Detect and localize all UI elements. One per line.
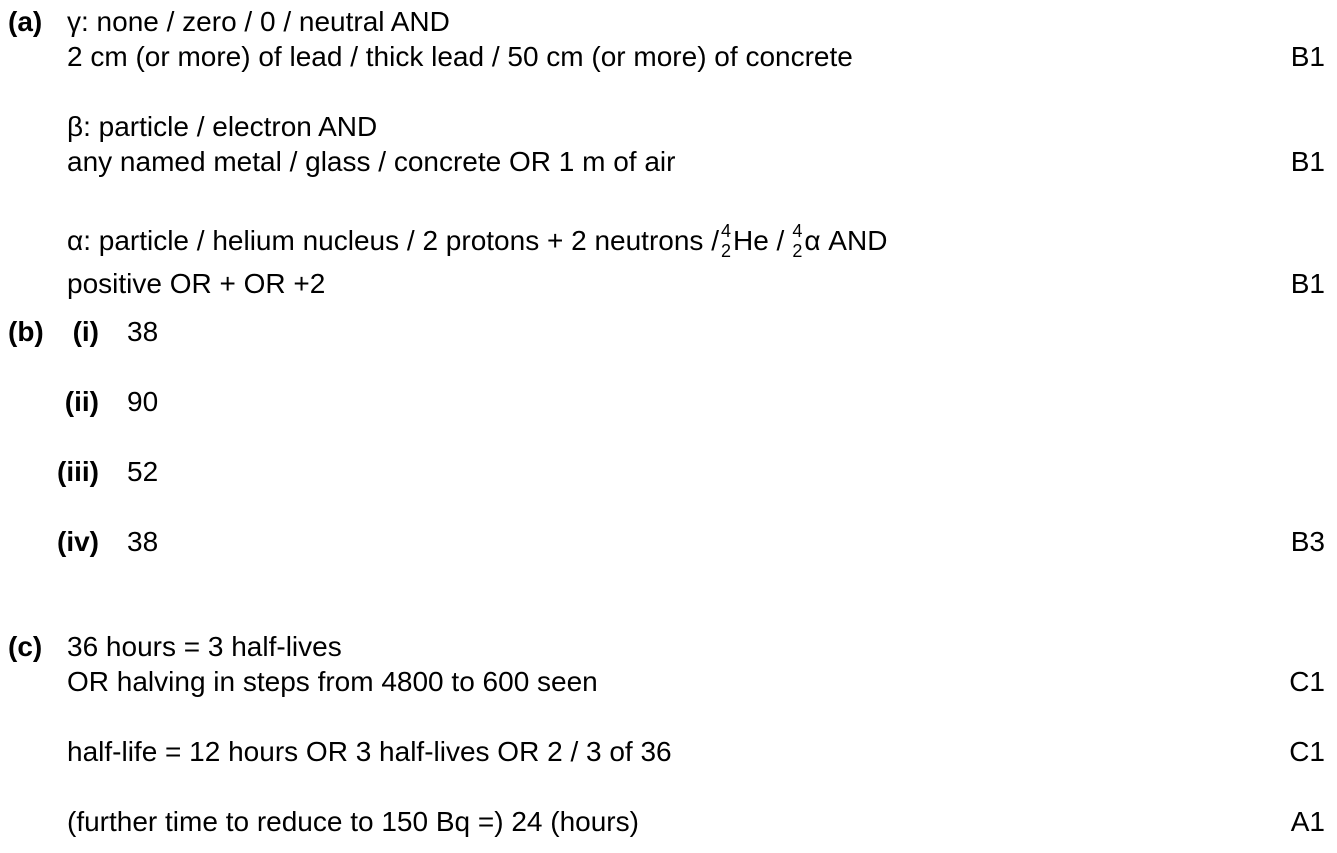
beta-line-2: any named metal / glass / concrete OR 1 m of air <box>67 146 676 177</box>
gamma-line-1: γ: none / zero / 0 / neutral AND <box>67 6 450 37</box>
gamma-mark: B1 <box>1290 41 1325 72</box>
alpha-line-1-text: α: particle / helium nucleus / 2 protons + 2 neutrons / <box>67 225 719 256</box>
helium-atomic-number: 2 <box>720 241 731 261</box>
helium-mass-number: 4 <box>720 221 731 241</box>
part-c-mark-2: C1 <box>1289 736 1325 767</box>
beta-mark: B1 <box>1290 146 1325 177</box>
alpha-mark: B1 <box>1290 268 1325 299</box>
helium-nuclide-notation <box>719 221 733 261</box>
alpha-mass-number: 4 <box>792 221 803 241</box>
gamma-line-2: 2 cm (or more) of lead / thick lead / 50 cm (or more) of concrete <box>67 41 853 72</box>
part-b-ii-label: (ii) <box>64 386 99 417</box>
part-b-i-value: 38 <box>127 316 159 347</box>
part-a-label: (a) <box>8 6 43 37</box>
part-c-line-1: 36 hours = 3 half-lives <box>67 631 342 662</box>
part-c-line-3: half-life = 12 hours OR 3 half-lives OR 2 / 3 of 36 <box>67 736 672 767</box>
part-c-mark-3: A1 <box>1290 806 1325 837</box>
beta-line-1: β: particle / electron AND <box>67 111 378 142</box>
alpha-nuclide-notation <box>790 221 804 261</box>
part-b-iv-value: 38 <box>127 526 159 557</box>
alpha-line-2: positive OR + OR +2 <box>67 268 326 299</box>
helium-symbol: He / <box>732 225 785 256</box>
part-c-line-4: (further time to reduce to 150 Bq =) 24 (hours) <box>67 806 639 837</box>
part-b-iii-value: 52 <box>127 456 159 487</box>
part-b-iii-label: (iii) <box>57 456 99 487</box>
alpha-line-1 <box>67 221 888 261</box>
part-b-ii-value: 90 <box>127 386 159 417</box>
part-b-mark: B3 <box>1290 526 1325 557</box>
part-c-label: (c) <box>8 631 43 662</box>
part-c-mark-1: C1 <box>1289 666 1325 697</box>
part-b-i-label: (i) <box>72 316 99 347</box>
part-c-line-2: OR halving in steps from 4800 to 600 seen <box>67 666 598 697</box>
part-b-iv-label: (iv) <box>57 526 99 557</box>
alpha-atomic-number: 2 <box>792 241 803 261</box>
part-b-label: (b) <box>8 316 44 347</box>
alpha-symbol-and: α AND <box>804 225 888 256</box>
